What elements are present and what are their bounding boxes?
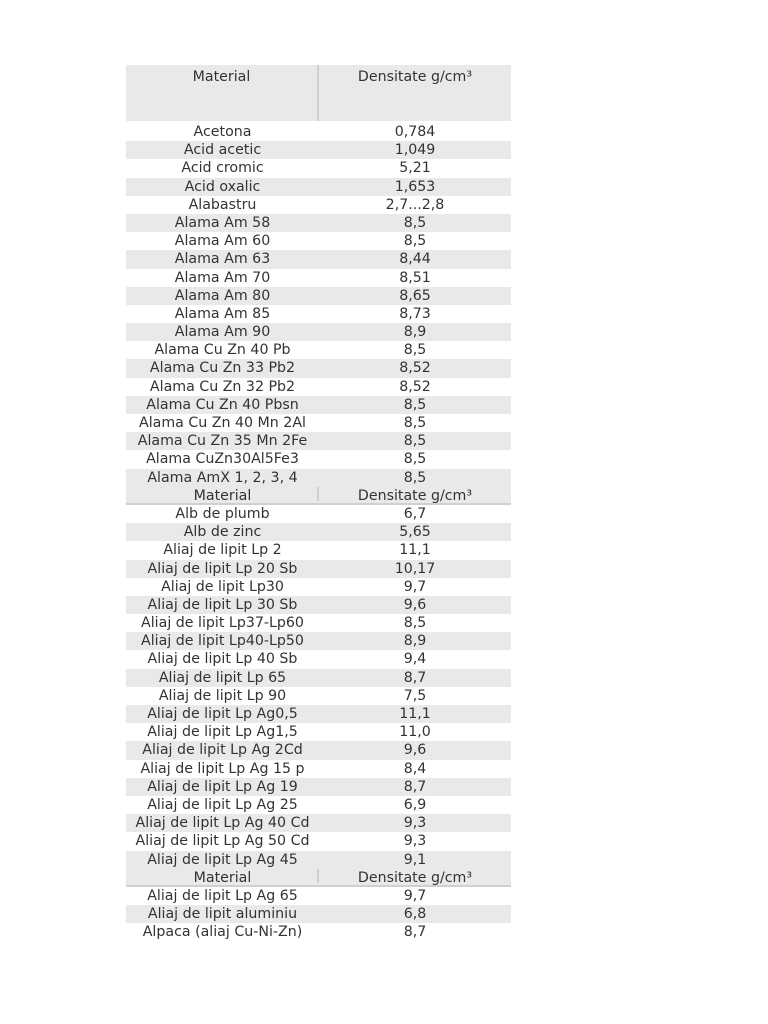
cell-material: Aliaj de lipit Lp Ag 45 <box>147 851 298 868</box>
table-row <box>126 505 511 523</box>
cell-density: 8,9 <box>403 633 427 650</box>
repeated-header-row <box>126 487 511 505</box>
cell-material: Alb de zinc <box>183 524 262 541</box>
table-row <box>126 541 511 559</box>
table-row <box>126 669 511 687</box>
cell-density: 8,5 <box>403 433 427 450</box>
cell-material: Aliaj de lipit aluminiu <box>147 906 298 923</box>
cell-material: Alama Cu Zn 32 Pb2 <box>149 378 296 395</box>
cell-material: Alama Am 60 <box>174 233 271 250</box>
cell-density: 8,5 <box>403 451 427 468</box>
cell-density: 8,5 <box>403 214 427 231</box>
table-row <box>126 778 511 796</box>
table-row <box>126 123 511 141</box>
cell-density: 9,3 <box>403 833 427 850</box>
cell-density: 9,6 <box>403 742 427 759</box>
cell-material: Aliaj de lipit Lp Ag 15 p <box>140 760 305 777</box>
table-row <box>126 414 511 432</box>
cell-density: 8,51 <box>399 269 431 286</box>
cell-density: 9,1 <box>403 851 427 868</box>
header-material: Material <box>126 869 319 885</box>
table-row <box>126 141 511 159</box>
header-density: Densitate g/cm³ <box>357 487 473 503</box>
cell-density: 5,65 <box>399 524 431 541</box>
cell-material: Aliaj de lipit Lp 2 <box>163 542 282 559</box>
table-body <box>126 123 511 941</box>
cell-density: 8,5 <box>403 233 427 250</box>
header-material: Material <box>126 487 319 503</box>
table-row <box>126 450 511 468</box>
cell-density: 8,5 <box>403 396 427 413</box>
cell-material: Alama Cu Zn 40 Mn 2Al <box>139 415 306 431</box>
cell-material: Aliaj de lipit Lp Ag1,5 <box>147 724 298 741</box>
cell-material: Aliaj de lipit Lp Ag 2Cd <box>142 742 303 759</box>
repeated-header-row <box>126 869 511 887</box>
cell-material: Alama Am 58 <box>174 214 271 231</box>
cell-density: 9,6 <box>403 596 427 613</box>
cell-material: Alabastru <box>188 196 257 213</box>
cell-material: Aliaj de lipit Lp Ag0,5 <box>147 706 298 722</box>
cell-material: Aliaj de lipit Lp Ag 25 <box>147 796 298 813</box>
table-row <box>126 359 511 377</box>
cell-material: Alama Cu Zn 35 Mn 2Fe <box>137 433 308 450</box>
table-row <box>126 923 511 941</box>
cell-density: 8,65 <box>399 287 431 304</box>
table-row <box>126 523 511 541</box>
table-row <box>126 469 511 487</box>
cell-density: 8,44 <box>399 251 431 268</box>
table-row <box>126 632 511 650</box>
table-row <box>126 851 511 869</box>
cell-density: 7,5 <box>403 687 427 704</box>
cell-material: Aliaj de lipit Lp 40 Sb <box>147 651 298 668</box>
header-density: Densitate g/cm³ <box>357 869 473 885</box>
cell-density: 11,1 <box>399 706 431 722</box>
table-row <box>126 287 511 305</box>
table-row <box>126 596 511 614</box>
cell-material: Alama Am 80 <box>174 287 271 304</box>
cell-density: 8,7 <box>403 778 427 795</box>
table-row <box>126 614 511 632</box>
table-row <box>126 214 511 232</box>
cell-density: 10,17 <box>394 560 436 577</box>
cell-density: 8,5 <box>403 615 427 632</box>
cell-density: 8,5 <box>403 469 427 486</box>
table-row <box>126 378 511 396</box>
cell-density: 6,7 <box>403 505 427 522</box>
cell-density: 9,7 <box>403 887 427 904</box>
table-row <box>126 232 511 250</box>
cell-density: 5,21 <box>399 160 431 177</box>
table-row <box>126 305 511 323</box>
table-row <box>126 432 511 450</box>
cell-material: Aliaj de lipit Lp 65 <box>158 669 287 686</box>
table-row <box>126 323 511 341</box>
cell-material: Aliaj de lipit Lp Ag 50 Cd <box>135 833 310 850</box>
cell-material: Acid oxalic <box>184 178 261 195</box>
table-row <box>126 196 511 214</box>
table-row <box>126 705 511 723</box>
table-row <box>126 723 511 741</box>
cell-material: Aliaj de lipit Lp Ag 19 <box>147 778 298 795</box>
cell-density: 1,049 <box>394 142 436 159</box>
table-header <box>126 65 511 121</box>
cell-density: 8,52 <box>399 378 431 395</box>
cell-density: 1,653 <box>394 178 436 195</box>
cell-material: Acid acetic <box>183 142 262 159</box>
table-row <box>126 887 511 905</box>
cell-density: 8,52 <box>399 360 431 377</box>
cell-material: Aliaj de lipit Lp 20 Sb <box>147 560 298 577</box>
table-row <box>126 687 511 705</box>
cell-density: 11,0 <box>399 724 431 741</box>
cell-density: 8,4 <box>403 760 427 777</box>
cell-density: 8,7 <box>403 669 427 686</box>
table-row <box>126 741 511 759</box>
table-row <box>126 905 511 923</box>
cell-material: Alb de plumb <box>175 505 270 522</box>
cell-material: Acetona <box>193 124 252 140</box>
cell-material: Aliaj de lipit Lp30 <box>161 578 284 595</box>
table-row <box>126 341 511 359</box>
cell-material: Aliaj de lipit Lp 30 Sb <box>147 596 298 613</box>
cell-material: Alama Am 63 <box>174 251 271 268</box>
table-row <box>126 760 511 778</box>
cell-material: Aliaj de lipit Lp 90 <box>158 687 287 704</box>
cell-density: 0,784 <box>394 124 436 140</box>
cell-density: 8,9 <box>403 324 427 341</box>
table-row <box>126 250 511 268</box>
table-row <box>126 650 511 668</box>
table-row <box>126 269 511 287</box>
cell-density: 6,8 <box>403 906 427 923</box>
table-row <box>126 796 511 814</box>
table-row <box>126 159 511 177</box>
cell-material: Alama Am 70 <box>174 269 271 286</box>
cell-density: 9,3 <box>403 815 427 832</box>
cell-density: 6,9 <box>403 796 427 813</box>
table-row <box>126 178 511 196</box>
cell-material: Aliaj de lipit Lp37-Lp60 <box>141 615 304 632</box>
table-row <box>126 578 511 596</box>
header-material: Material <box>126 65 319 121</box>
cell-material: Aliaj de lipit Lp Ag 65 <box>147 887 298 904</box>
cell-density: 9,7 <box>403 578 427 595</box>
cell-material: Alama Cu Zn 40 Pbsn <box>146 396 299 413</box>
table-row <box>126 396 511 414</box>
cell-material: Alama AmX 1, 2, 3, 4 <box>147 469 298 486</box>
cell-density: 8,5 <box>403 415 427 431</box>
cell-material: Aliaj de lipit Lp40-Lp50 <box>141 633 304 650</box>
header-density: Densitate g/cm³ <box>357 69 473 85</box>
cell-density: 2,7...2,8 <box>385 196 445 213</box>
cell-material: Alama Am 90 <box>174 324 271 341</box>
cell-density: 11,1 <box>399 542 431 559</box>
cell-material: Alama Cu Zn 33 Pb2 <box>149 360 296 377</box>
table-row <box>126 814 511 832</box>
cell-material: Acid cromic <box>181 160 264 177</box>
cell-material: Alpaca (aliaj Cu-Ni-Zn) <box>142 924 303 941</box>
cell-density: 8,5 <box>403 342 427 359</box>
density-table <box>126 65 511 941</box>
cell-material: Aliaj de lipit Lp Ag 40 Cd <box>135 815 310 832</box>
cell-density: 8,73 <box>399 305 431 322</box>
cell-material: Alama Cu Zn 40 Pb <box>154 342 291 359</box>
table-row <box>126 832 511 850</box>
cell-density: 8,7 <box>403 924 427 941</box>
cell-density: 9,4 <box>403 651 427 668</box>
cell-material: Alama Am 85 <box>174 305 271 322</box>
cell-material: Alama CuZn30Al5Fe3 <box>146 451 299 468</box>
table-row <box>126 560 511 578</box>
